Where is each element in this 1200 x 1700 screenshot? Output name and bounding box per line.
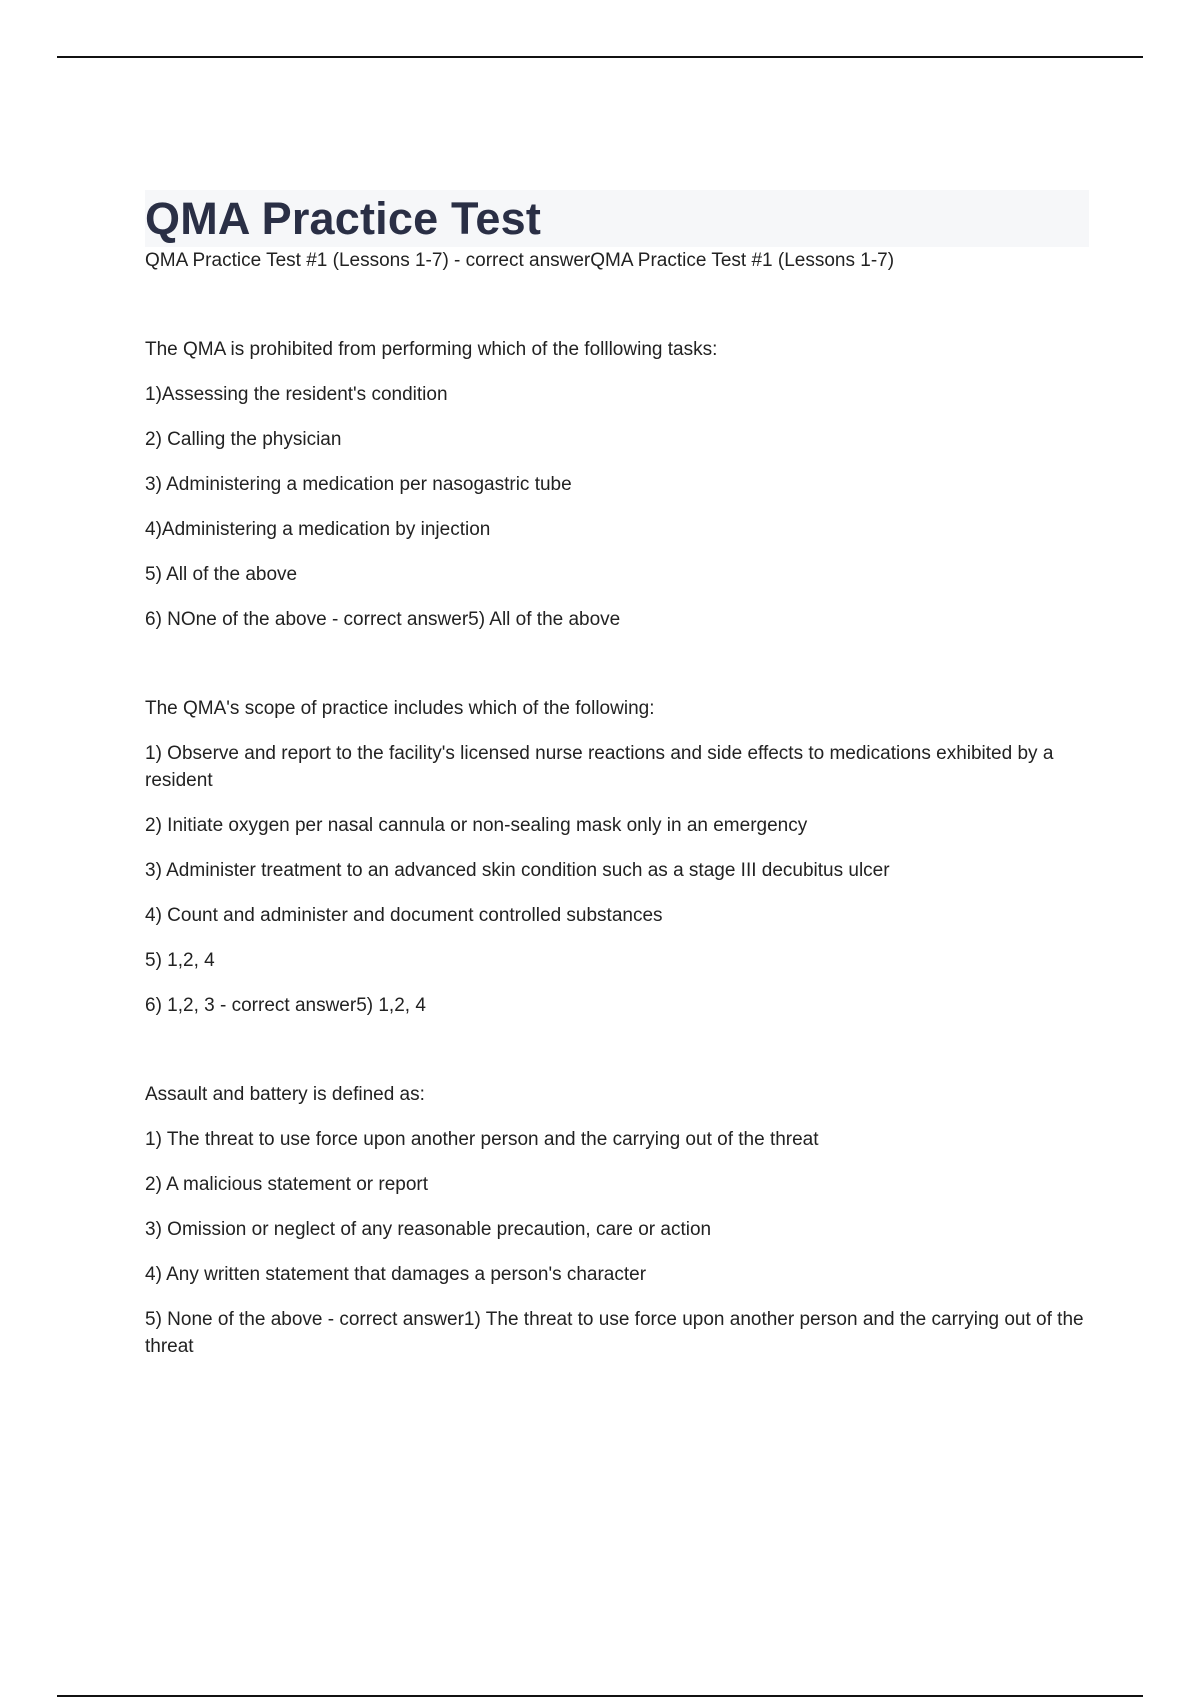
document-body: [145, 190, 1089, 1360]
answer-option-with-correct-answer: 6) NOne of the above - correct answer5) All of the above: [145, 609, 621, 630]
question-1: [145, 336, 1089, 633]
answer-option: 2) Initiate oxygen per nasal cannula or non-sealing mask only in an emergency: [145, 815, 808, 836]
question-prompt: Assault and battery is defined as:: [145, 1084, 425, 1105]
question-prompt: The QMA's scope of practice includes which of the following:: [145, 698, 655, 719]
answer-option: 1) Observe and report to the facility's licensed nurse reactions and side effects to medications exhibited by a resident: [145, 743, 1054, 791]
answer-option: 2) Calling the physician: [145, 429, 342, 450]
answer-option: 2) A malicious statement or report: [145, 1174, 429, 1195]
answer-option: 3) Administering a medication per nasogastric tube: [145, 474, 572, 495]
answer-option: 3) Administer treatment to an advanced skin condition such as a stage III decubitus ulcer: [145, 860, 890, 881]
question-3: [145, 1081, 1089, 1360]
answer-option: 4)Administering a medication by injection: [145, 519, 491, 540]
answer-option: 4) Count and administer and document controlled substances: [145, 905, 663, 926]
answer-option-with-correct-answer: 5) None of the above - correct answer1) The threat to use force upon another person and the carrying out of the threat: [145, 1309, 1084, 1357]
top-rule: [57, 56, 1143, 58]
answer-option-with-correct-answer: 6) 1,2, 3 - correct answer5) 1,2, 4: [145, 995, 426, 1016]
intro-line: QMA Practice Test #1 (Lessons 1-7) - correct answerQMA Practice Test #1 (Lessons 1-7): [145, 250, 895, 271]
question-2: [145, 695, 1089, 1019]
document-title: QMA Practice Test: [145, 192, 542, 244]
bottom-rule: [57, 1695, 1143, 1697]
answer-option: 5) All of the above: [145, 564, 298, 585]
answer-option: 1) The threat to use force upon another person and the carrying out of the threat: [145, 1129, 819, 1150]
answer-option: 4) Any written statement that damages a person's character: [145, 1264, 647, 1285]
question-prompt: The QMA is prohibited from performing which of the folllowing tasks:: [145, 339, 718, 360]
answer-option: 5) 1,2, 4: [145, 950, 215, 971]
title-band: [145, 190, 1089, 247]
answer-option: 1)Assessing the resident's condition: [145, 384, 448, 405]
answer-option: 3) Omission or neglect of any reasonable precaution, care or action: [145, 1219, 712, 1240]
